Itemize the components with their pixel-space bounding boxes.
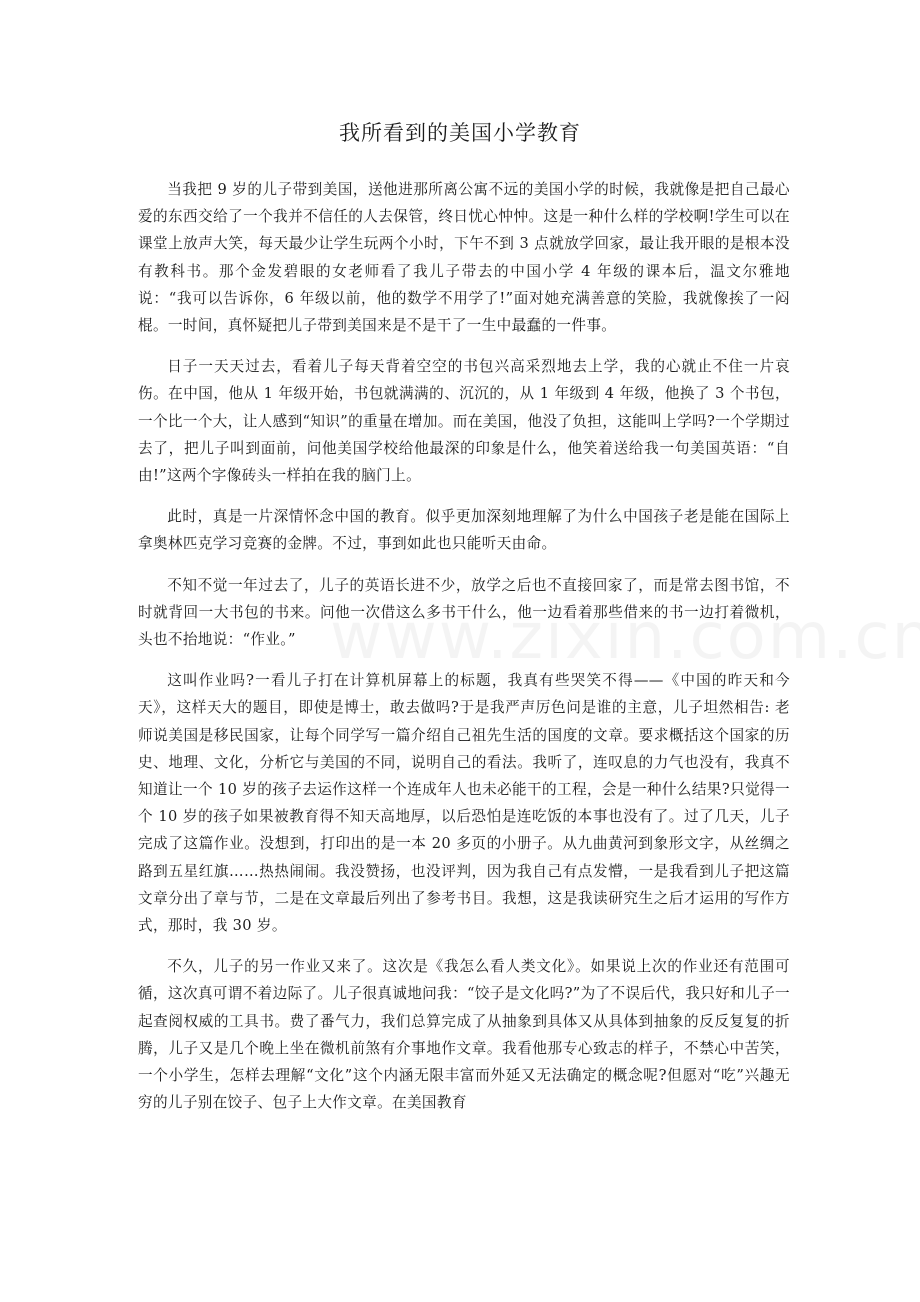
document-body: [138, 176, 790, 1131]
paragraph-6: 不久，儿子的另一作业又来了。这次是《我怎么看人类文化》。如果说上次的作业还有范围可循，这次真可谓不着边际了。儿子很真诚地问我：“饺子是文化吗?”为了不误后代，我只好和儿子一起查阅权威的工具书。费了番气力，我们总算完成了从抽象到具体又从具体到抽象的反反复复的折腾，儿子又是几个晚上坐在微机前煞有介事地作文章。我看他那专心致志的样子，不禁心中苦笑，一个小学生，怎样去理解“文化”这个内涵无限丰富而外延又无法确定的概念呢?但愿对“吃”兴趣无穷的儿子别在饺子、包子上大作文章。在美国教育: [138, 958, 790, 1112]
document-title: 我所看到的美国小学教育: [339, 121, 581, 145]
paragraph-5: 这叫作业吗?一看儿子打在计算机屏幕上的标题，我真有些哭笑不得——《中国的昨天和今天》，这样天大的题目，即使是博士，敢去做吗?于是我严声厉色问是谁的主意，儿子坦然相告: 老师说美国是移民国家，让每个同学写一篇介绍自己祖先生活的国度的文章。要求概括这个国家的历史、地理、文化，分析它与美国的不同，说明自己的看法。我听了，连叹息的力气也没有，我真不知道让一个 10 岁的孩子去运作这样一个连成年人也未必能干的工程，会是一种什么结果?只觉得一个 10 岁的孩子如果被教育得不知天高地厚，以后恐怕是连吃饭的本事也没有了。过了几天，儿子完成了这篇作业。没想到，打印出的是一本 20 多页的小册子。从九曲黄河到象形文字，从丝绸之路到五星红旗……热热闹闹。我没赞扬，也没评判，因为我自己有点发懵，一是我看到儿子把这篇文章分出了章与节，二是在文章最后列出了参考书目。我想，这是我读研究生之后才运用的写作方式，那时，我 30 岁。: [138, 672, 790, 935]
paragraph-1: 当我把 9 岁的儿子带到美国，送他进那所离公寓不远的美国小学的时候，我就像是把自己最心爱的东西交给了一个我并不信任的人去保管，终日忧心忡忡。这是一种什么样的学校啊!学生可以在课堂上放声大笑，每天最少让学生玩两个小时，下午不到 3 点就放学回家，最让我开眼的是根本没有教科书。那个金发碧眼的女老师看了我儿子带去的中国小学 4 年级的课本后，温文尔雅地说：“我可以告诉你，6 年级以前，他的数学不用学了!”面对她充满善意的笑脸，我就像挨了一闷棍。一时间，真怀疑把儿子带到美国来是不是干了一生中最蠢的一件事。: [138, 181, 790, 335]
paragraph-4: 不知不觉一年过去了，儿子的英语长进不少，放学之后也不直接回家了，而是常去图书馆，不时就背回一大书包的书来。问他一次借这么多书干什么，他一边看着那些借来的书一边打着微机，头也不抬地说：“作业。”: [138, 576, 790, 649]
paragraph-2: 日子一天天过去，看着儿子每天背着空空的书包兴高采烈地去上学，我的心就止不住一片哀伤。在中国，他从 1 年级开始，书包就满满的、沉沉的，从 1 年级到 4 年级，他换了 3 个书包，一个比一个大，让人感到“知识”的重量在增加。而在美国，他没了负担，这能叫上学吗?一个学期过去了，把儿子叫到面前，问他美国学校给他最深的印象是什么，他笑着送给我一句美国英语：“自由!”这两个字像砖头一样拍在我的脑门上。: [138, 358, 790, 485]
paragraph-3: 此时，真是一片深情怀念中国的教育。似乎更加深刻地理解了为什么中国孩子老是能在国际上拿奥林匹克学习竞赛的金牌。不过，事到如此也只能听天由命。: [138, 508, 790, 553]
